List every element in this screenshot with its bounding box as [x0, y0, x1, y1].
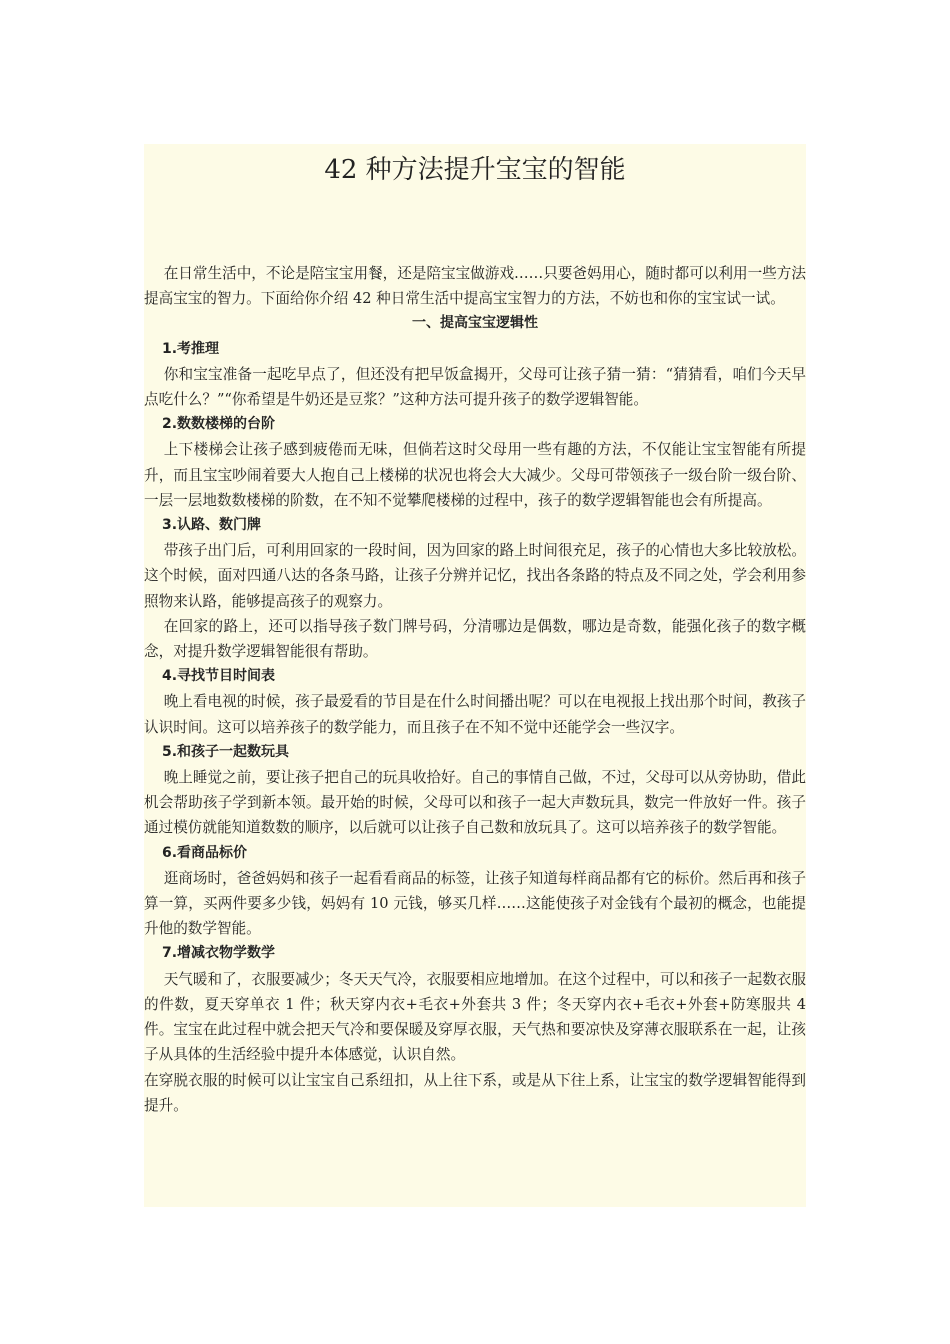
item-paragraph: 你和宝宝准备一起吃早点了，但还没有把早饭盒揭开，父母可让孩子猜一猜：“猜猜看，咱们今天早点吃什么？”“你希望是牛奶还是豆浆？”这种方法可提升孩子的数学逻辑智能。: [144, 365, 806, 409]
item-paragraph: 在回家的路上，还可以指导孩子数门牌号码，分清哪边是偶数，哪边是奇数，能强化孩子的数字概念，对提升数学逻辑智能很有帮助。: [144, 617, 806, 661]
document-title: 42 种方法提升宝宝的智能: [324, 155, 626, 185]
document-body: [144, 261, 806, 1118]
item-heading: 4.寻找节目时间表: [162, 668, 276, 685]
item-paragraph: 逛商场时，爸爸妈妈和孩子一起看看商品的标签，让孩子知道每样商品都有它的标价。然后再和孩子算一算，买两件要多少钱，妈妈有 10 元钱，够买几样……这能使孩子对金钱有个最初的概念，也能提升他的数学智能。: [144, 869, 806, 938]
section-heading: 一、提高宝宝逻辑性: [412, 315, 538, 332]
item-heading: 3.认路、数门牌: [162, 517, 262, 534]
item-paragraph: 带孩子出门后，可利用回家的一段时间，因为回家的路上时间很充足，孩子的心情也大多比较放松。这个时候，面对四通八达的各条马路，让孩子分辨并记忆，找出各条路的特点及不同之处，学会利用参照物来认路，能够提高孩子的观察力。: [144, 542, 806, 610]
item-heading: 7.增减衣物学数学: [162, 945, 276, 962]
item-paragraph: 上下楼梯会让孩子感到疲倦而无味，但倘若这时父母用一些有趣的方法，不仅能让宝宝智能有所提升，而且宝宝吵闹着要大人抱自己上楼梯的状况也将会大大减少。父母可带领孩子一级台阶一级台阶、一层一层地数数楼梯的阶数，在不知不觉攀爬楼梯的过程中，孩子的数学逻辑智能也会有所提高。: [144, 441, 806, 509]
item-paragraph: 天气暖和了，衣服要减少；冬天天气冷，衣服要相应地增加。在这个过程中，可以和孩子一起数衣服的件数，夏天穿单衣 1 件；秋天穿内衣+毛衣+外套共 3 件；冬天穿内衣+毛衣+外套+防寒服共 4 件。宝宝在此过程中就会把天气冷和要保暖及穿厚衣服，天气热和要凉快及穿薄衣服联系在一起，让孩子从具体的生活经验中提升本体感觉，认识自然。: [144, 970, 806, 1064]
item-paragraph: 晚上睡觉之前，要让孩子把自己的玩具收拾好。自己的事情自己做，不过，父母可以从旁协助，借此机会帮助孩子学到新本领。最开始的时候，父母可以和孩子一起大声数玩具，数完一件放好一件。孩子通过模仿就能知道数数的顺序，以后就可以让孩子自己数和放玩具了。这可以培养孩子的数学智能。: [144, 769, 806, 837]
item-paragraph: 晚上看电视的时候，孩子最爱看的节目是在什么时间播出呢？可以在电视报上找出那个时间，教孩子认识时间。这可以培养孩子的数学能力，而且孩子在不知不觉中还能学会一些汉字。: [144, 693, 806, 736]
item-heading: 5.和孩子一起数玩具: [162, 743, 290, 760]
item-heading: 1.考推理: [162, 340, 220, 357]
intro-paragraph: 在日常生活中，不论是陪宝宝用餐，还是陪宝宝做游戏……只要爸妈用心，随时都可以利用一些方法提高宝宝的智力。下面给你介绍 42 种日常生活中提高宝宝智力的方法，不妨也和你的宝宝试一试。: [144, 265, 806, 308]
item-heading: 6.看商品标价: [162, 844, 248, 861]
item-heading: 2.数数楼梯的台阶: [162, 416, 276, 433]
closing-paragraph: 在穿脱衣服的时候可以让宝宝自己系纽扣，从上往下系，或是从下往上系，让宝宝的数学逻辑智能得到提升。: [144, 1071, 806, 1114]
